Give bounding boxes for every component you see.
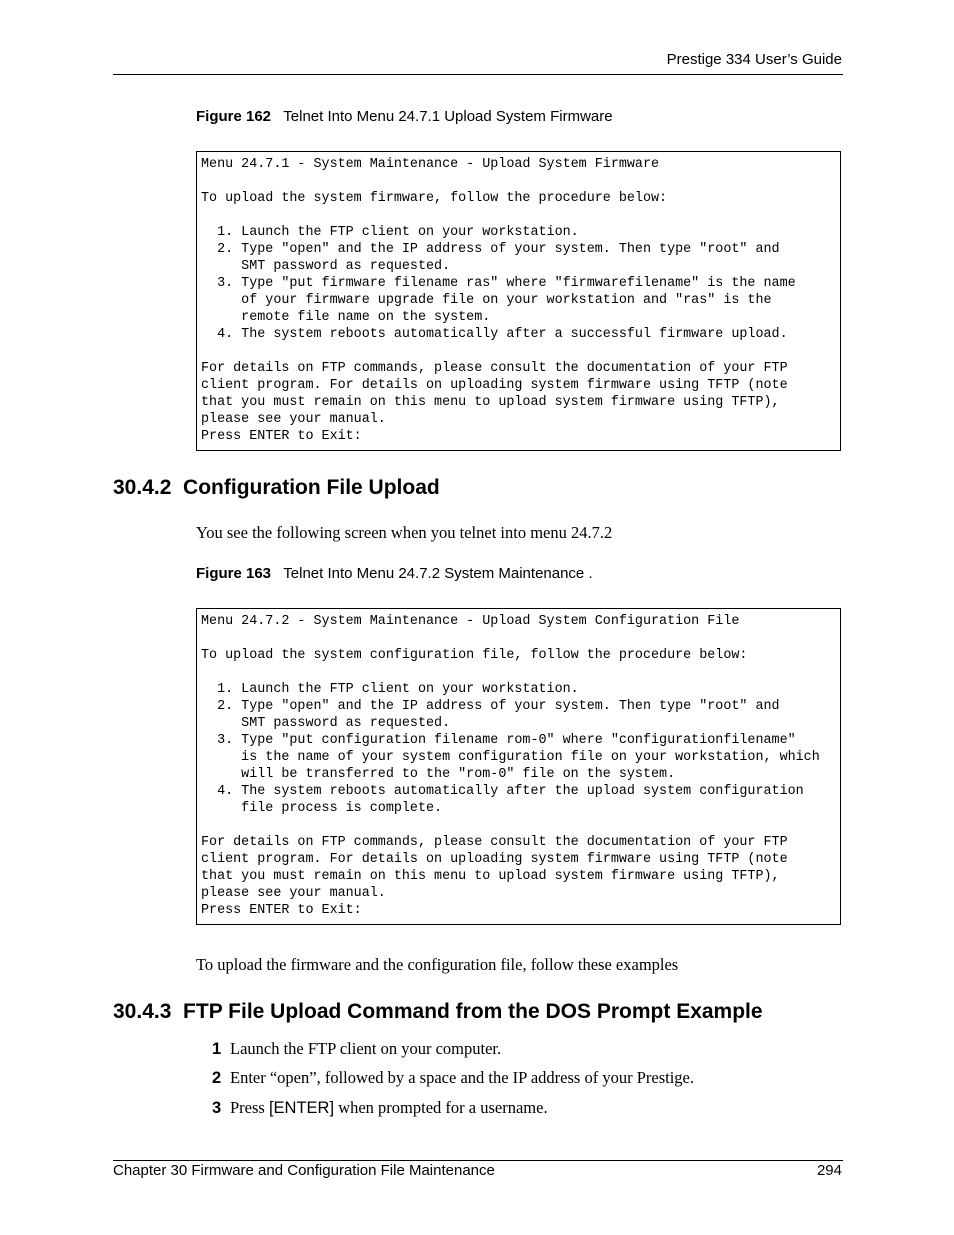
figure-163-screen-line-11: 4. The system reboots automatically after the upload system configuration — [201, 784, 804, 799]
figure-163-label: Figure 163 — [196, 565, 272, 582]
figure-162-screen-line-17: Press ENTER to Exit: — [201, 429, 362, 444]
figure-162-screen-line-1: Menu 24.7.1 - System Maintenance - Upload System Firmware — [201, 157, 660, 172]
figure-162-label: Figure 162 — [196, 108, 272, 125]
step-2-text: Enter “open”, followed by a space and the IP address of your Prestige. — [230, 1068, 694, 1087]
figure-162-caption — [196, 108, 613, 125]
section-heading-30-4-3: 30.4.3 FTP File Upload Command from the DOS Prompt Example — [113, 1000, 763, 1023]
figure-162-screen-line-5: 1. Launch the FTP client on your workstation. — [201, 225, 579, 240]
figure-162-screen-line-8: 3. Type "put firmware filename ras" where "firmwarefilename" is the name — [201, 276, 796, 291]
step-3-text-before: Press — [230, 1098, 269, 1117]
section-heading-30-4-2: 30.4.2 Configuration File Upload — [113, 476, 440, 499]
figure-162-screen-line-7: SMT password as requested. — [201, 259, 451, 274]
step-1-text: Launch the FTP client on your computer. — [230, 1039, 502, 1058]
figure-163-screen-line-14: For details on FTP commands, please consult the documentation of your FTP — [201, 835, 788, 850]
footer-divider — [113, 1160, 843, 1161]
figure-162-screen-line-6: 2. Type "open" and the IP address of your system. Then type "root" and — [201, 242, 780, 257]
figure-163-screen-line-10: will be transferred to the "rom-0" file on the system. — [201, 767, 676, 782]
step-1 — [212, 1039, 501, 1059]
figure-163-screen-line-12: file process is complete. — [201, 801, 443, 816]
figure-162-screen-line-9: of your firmware upgrade file on your workstation and "ras" is the — [201, 293, 772, 308]
figure-163-screen-line-15: client program. For details on uploading system firmware using TFTP (note — [201, 852, 788, 867]
figure-162-title: Telnet Into Menu 24.7.1 Upload System Firmware — [283, 108, 613, 125]
figure-163-screen-line-1: Menu 24.7.2 - System Maintenance - Upload System Configuration File — [201, 614, 740, 629]
step-3-text-after: when prompted for a username. — [334, 1098, 548, 1117]
figure-162-screen-line-13: For details on FTP commands, please consult the documentation of your FTP — [201, 361, 788, 376]
figure-163-screen-line-16: that you must remain on this menu to upload system firmware using TFTP), — [201, 869, 780, 884]
figure-162-screen-line-10: remote file name on the system. — [201, 310, 491, 325]
step-3-number: 3 — [212, 1099, 222, 1117]
figure-163-screen-line-18: Press ENTER to Exit: — [201, 903, 362, 918]
step-3 — [212, 1098, 548, 1118]
figure-163-screen-line-6: 2. Type "open" and the IP address of your system. Then type "root" and — [201, 699, 780, 714]
figure-163-screen-line-9: is the name of your system configuration file on your workstation, which — [201, 750, 820, 765]
figure-162-screen-line-16: please see your manual. — [201, 412, 386, 427]
figure-163-screen-line-3: To upload the system configuration file, follow the procedure below: — [201, 648, 748, 663]
figure-163-screen-line-5: 1. Launch the FTP client on your workstation. — [201, 682, 579, 697]
figure-162-screen-line-15: that you must remain on this menu to upload system firmware using TFTP), — [201, 395, 780, 410]
header-divider — [113, 74, 843, 75]
footer-chapter-title: Chapter 30 Firmware and Configuration File Maintenance — [113, 1162, 495, 1179]
figure-163-screen-line-17: please see your manual. — [201, 886, 386, 901]
examples-intro-paragraph: To upload the firmware and the configuration file, follow these examples — [196, 955, 679, 974]
figure-162-terminal-screen — [196, 151, 841, 451]
figure-162-screen-line-11: 4. The system reboots automatically after a successful firmware upload. — [201, 327, 788, 342]
figure-162-screen-line-3: To upload the system firmware, follow the procedure below: — [201, 191, 668, 206]
step-1-number: 1 — [212, 1040, 222, 1058]
step-3-enter-key: [ENTER] — [268, 1099, 335, 1117]
figure-163-terminal-screen — [196, 608, 841, 925]
figure-162-screen-line-14: client program. For details on uploading system firmware using TFTP (note — [201, 378, 788, 393]
footer-page-number: 294 — [816, 1162, 842, 1179]
step-2-number: 2 — [212, 1069, 222, 1087]
figure-163-screen-line-7: SMT password as requested. — [201, 716, 451, 731]
step-2 — [212, 1068, 694, 1088]
section-30-4-2-intro: You see the following screen when you telnet into menu 24.7.2 — [196, 523, 613, 542]
figure-163-screen-line-8: 3. Type "put configuration filename rom-0" where "configurationfilename" — [201, 733, 796, 748]
figure-163-title: Telnet Into Menu 24.7.2 System Maintenance . — [283, 565, 593, 582]
figure-163-caption — [196, 565, 593, 582]
running-header-title: Prestige 334 User’s Guide — [666, 51, 842, 68]
